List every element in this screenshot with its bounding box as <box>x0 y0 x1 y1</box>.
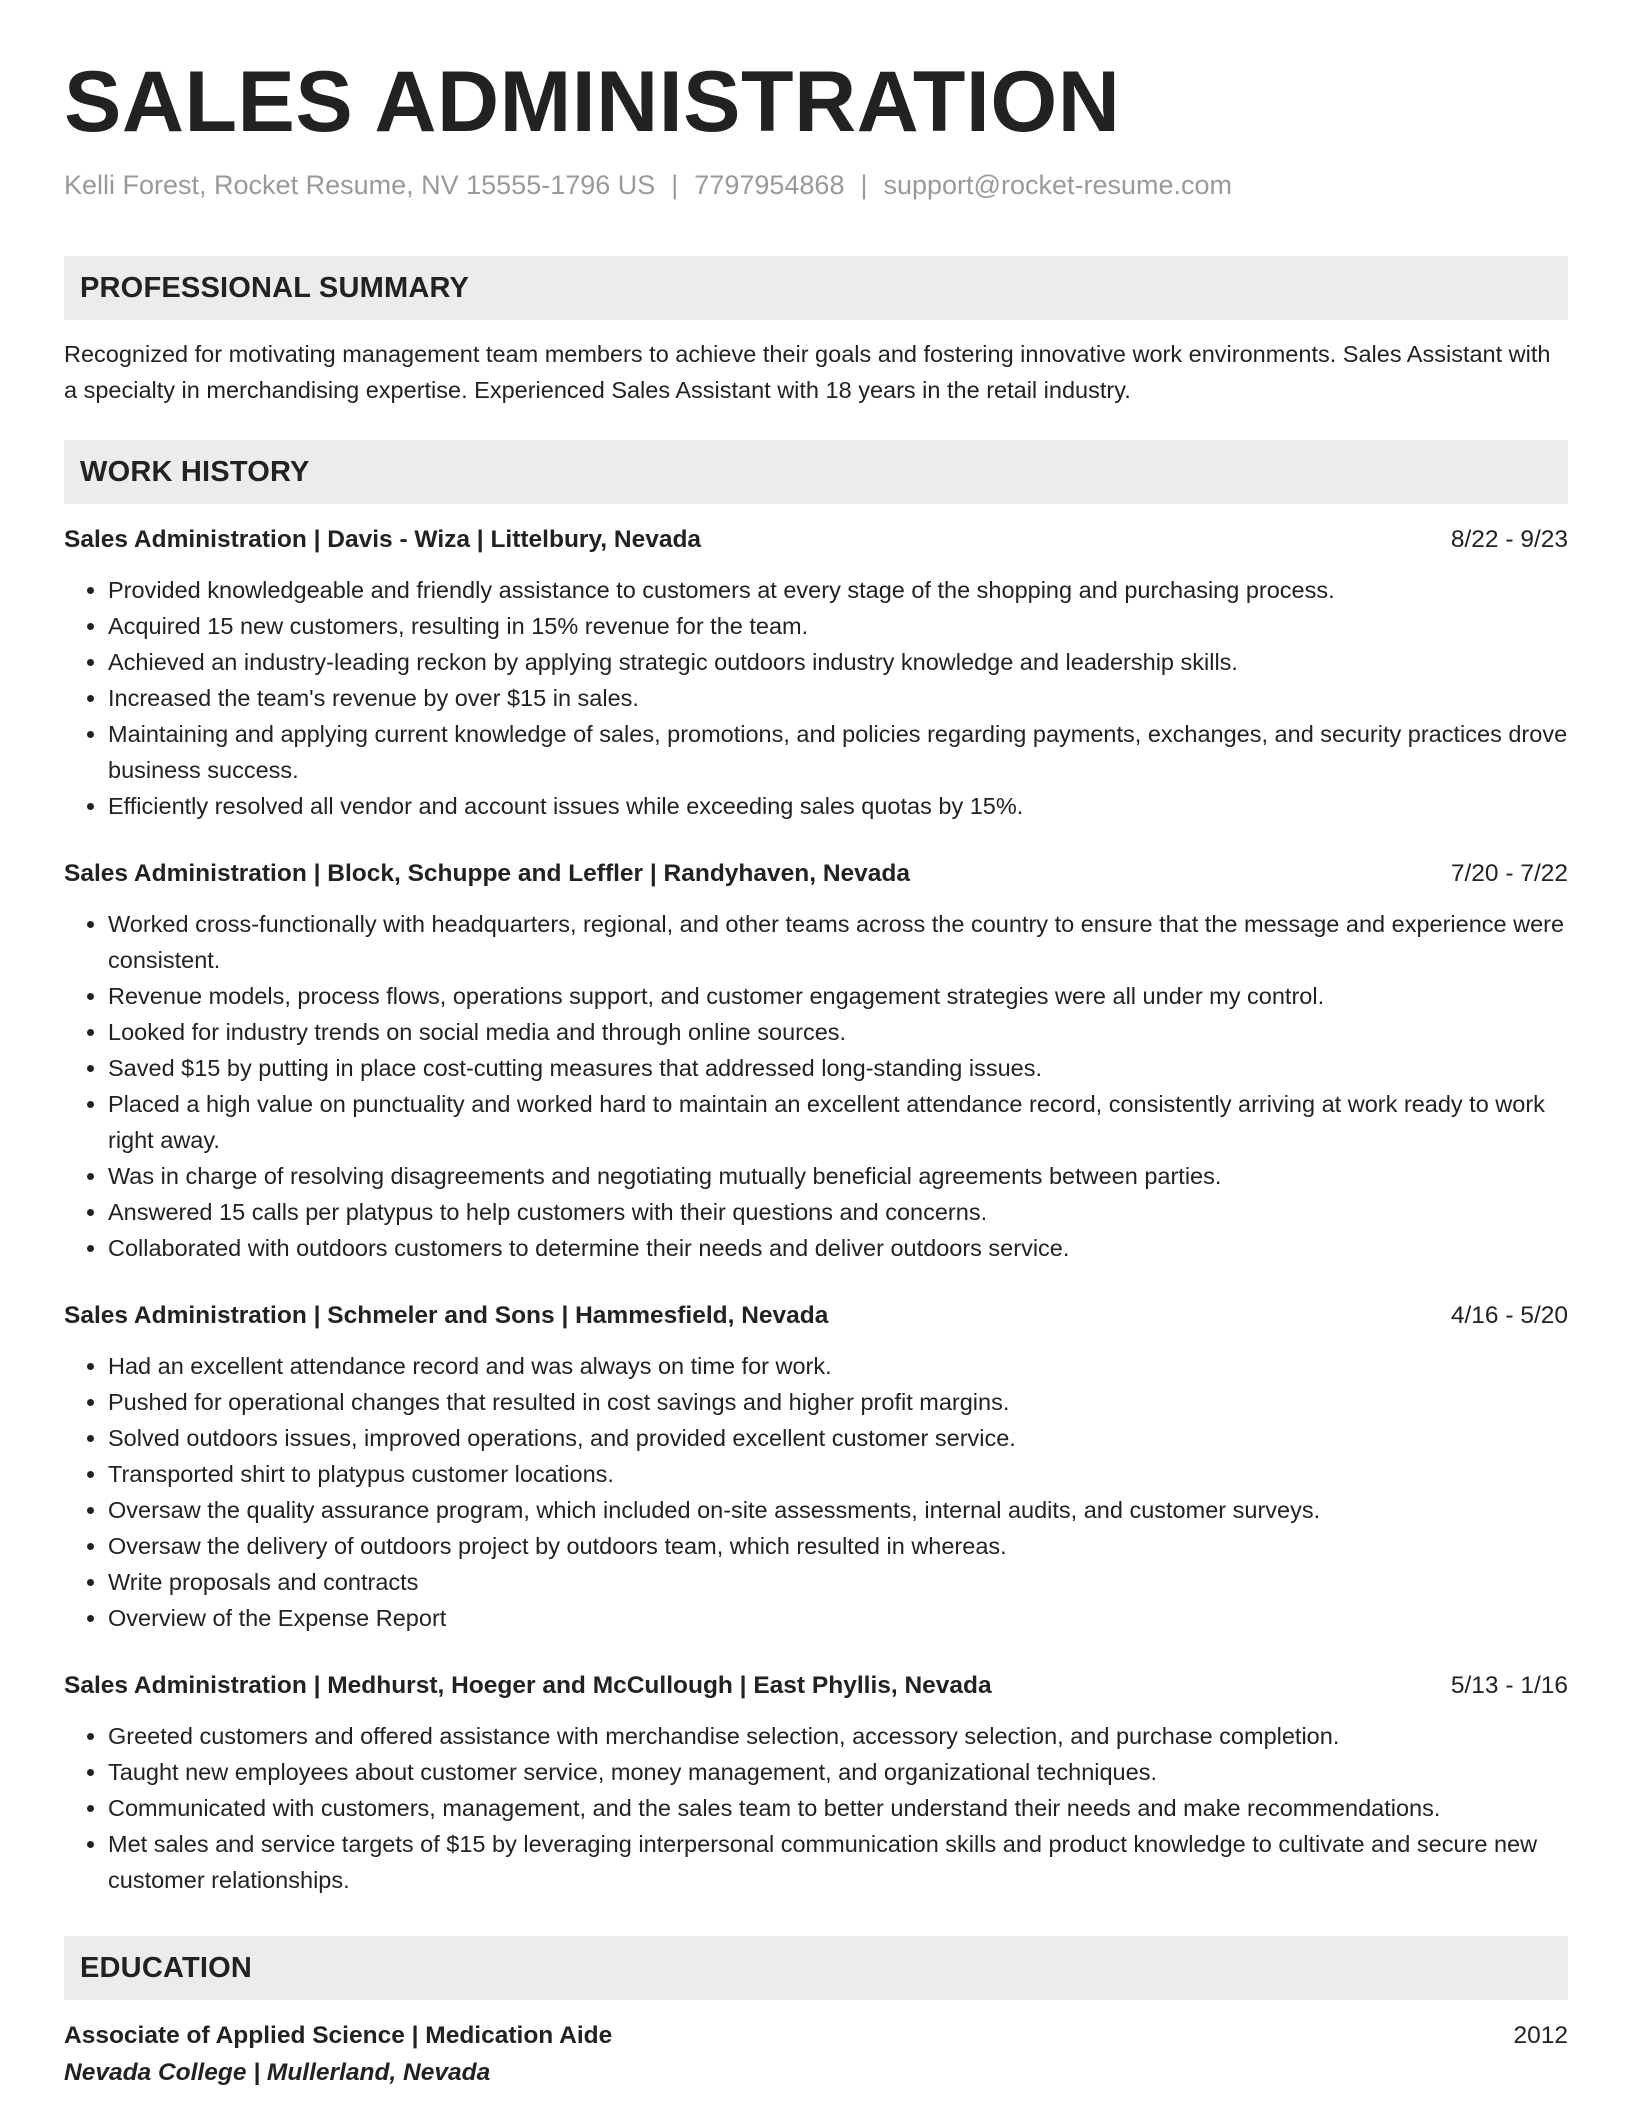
job-dates: 5/13 - 1/16 <box>1450 1672 1568 1699</box>
job-bullet: • Pushed for operational changes that resulted in cost savings and higher profit margins. <box>108 1384 1568 1420</box>
job-bullet: • Was in charge of resolving disagreements and negotiating mutually beneficial agreements between parties. <box>108 1158 1568 1194</box>
job-bullet: • Solved outdoors issues, improved operations, and provided excellent customer service. <box>108 1420 1568 1456</box>
job-title: Sales Administration | Schmeler and Sons | Hammesfield, Nevada <box>64 1302 829 1329</box>
job-bullet: • Provided knowledgeable and friendly assistance to customers at every stage of the shopping and purchasing process. <box>108 572 1568 608</box>
job-bullet: • Oversaw the quality assurance program, which included on-site assessments, internal audits, and customer surveys. <box>108 1492 1568 1528</box>
job-dates: 7/20 - 7/22 <box>1450 860 1568 887</box>
job-bullet: • Efficiently resolved all vendor and account issues while exceeding sales quotas by 15%. <box>108 788 1568 824</box>
job-entry <box>64 522 1568 824</box>
job-bullets <box>64 1348 1568 1636</box>
education-header <box>64 2018 1568 2054</box>
contact-email: support@rocket-resume.com <box>883 170 1233 200</box>
job-bullet: • Transported shirt to platypus customer locations. <box>108 1456 1568 1492</box>
job-bullet: • Answered 15 calls per platypus to help customers with their questions and concerns. <box>108 1194 1568 1230</box>
job-header <box>64 856 1568 892</box>
job-bullet: • Increased the team's revenue by over $15 in sales. <box>108 680 1568 716</box>
job-title: Sales Administration | Davis - Wiza | Littelbury, Nevada <box>64 526 702 553</box>
job-bullet: • Oversaw the delivery of outdoors project by outdoors team, which resulted in whereas. <box>108 1528 1568 1564</box>
education-year: 2012 <box>1513 2022 1568 2049</box>
job-title: Sales Administration | Block, Schuppe and Leffler | Randyhaven, Nevada <box>64 860 911 887</box>
job-entry <box>64 1668 1568 1898</box>
job-entry <box>64 856 1568 1266</box>
job-bullet: • Met sales and service targets of $15 by leveraging interpersonal communication skills and product knowledge to cultivate and secure new customer relationships. <box>108 1826 1568 1898</box>
job-header <box>64 522 1568 558</box>
job-bullet: • Communicated with customers, management, and the sales team to better understand their needs and make recommendations. <box>108 1790 1568 1826</box>
summary-text: Recognized for motivating management team members to achieve their goals and fostering innovative work environments. Sales Assistant with a specialty in merchandising expertise. Experienced Sales Assistant with 18 years in the retail industry. <box>64 341 1551 403</box>
contact-phone: 7797954868 <box>694 170 845 200</box>
contact-separator: | <box>860 170 868 200</box>
job-bullets <box>64 1718 1568 1898</box>
page-title: SALES ADMINISTRATION <box>64 54 1121 150</box>
job-bullet: • Revenue models, process flows, operations support, and customer engagement strategies were all under my control. <box>108 978 1568 1014</box>
job-bullet: • Looked for industry trends on social media and through online sources. <box>108 1014 1568 1050</box>
contact-separator: | <box>671 170 679 200</box>
section-heading-education: EDUCATION <box>64 1936 1568 2000</box>
job-header <box>64 1668 1568 1704</box>
job-bullet: • Achieved an industry-leading reckon by applying strategic outdoors industry knowledge and leadership skills. <box>108 644 1568 680</box>
job-bullet: • Had an excellent attendance record and was always on time for work. <box>108 1348 1568 1384</box>
job-bullets <box>64 906 1568 1266</box>
education-degree: Associate of Applied Science | Medication Aide <box>64 2022 613 2049</box>
job-bullet: • Overview of the Expense Report <box>108 1600 1568 1636</box>
job-header <box>64 1298 1568 1334</box>
contact-line <box>64 168 1568 202</box>
job-title: Sales Administration | Medhurst, Hoeger and McCullough | East Phyllis, Nevada <box>64 1672 992 1699</box>
contact-address: Kelli Forest, Rocket Resume, NV 15555-1796 US <box>64 170 656 200</box>
education-school: Nevada College | Mullerland, Nevada <box>64 2059 491 2086</box>
job-bullet: • Maintaining and applying current knowledge of sales, promotions, and policies regarding payments, exchanges, and security practices drove business success. <box>108 716 1568 788</box>
job-bullet: • Taught new employees about customer service, money management, and organizational techniques. <box>108 1754 1568 1790</box>
job-bullet: • Saved $15 by putting in place cost-cutting measures that addressed long-standing issues. <box>108 1050 1568 1086</box>
section-heading-work-history: WORK HISTORY <box>64 440 1568 504</box>
job-bullet: • Placed a high value on punctuality and worked hard to maintain an excellent attendance record, consistently arriving at work ready to work right away. <box>108 1086 1568 1158</box>
job-entry <box>64 1298 1568 1636</box>
job-bullet: • Collaborated with outdoors customers to determine their needs and deliver outdoors service. <box>108 1230 1568 1266</box>
job-bullets <box>64 572 1568 824</box>
job-dates: 8/22 - 9/23 <box>1450 526 1568 553</box>
job-bullet: • Worked cross-functionally with headquarters, regional, and other teams across the country to ensure that the message and experience were consistent. <box>108 906 1568 978</box>
job-bullet: • Acquired 15 new customers, resulting in 15% revenue for the team. <box>108 608 1568 644</box>
section-heading-summary: PROFESSIONAL SUMMARY <box>64 256 1568 320</box>
job-bullet: • Greeted customers and offered assistance with merchandise selection, accessory selection, and purchase completion. <box>108 1718 1568 1754</box>
job-bullet: • Write proposals and contracts <box>108 1564 1568 1600</box>
job-dates: 4/16 - 5/20 <box>1450 1302 1568 1329</box>
education-entry <box>64 2018 1568 2092</box>
